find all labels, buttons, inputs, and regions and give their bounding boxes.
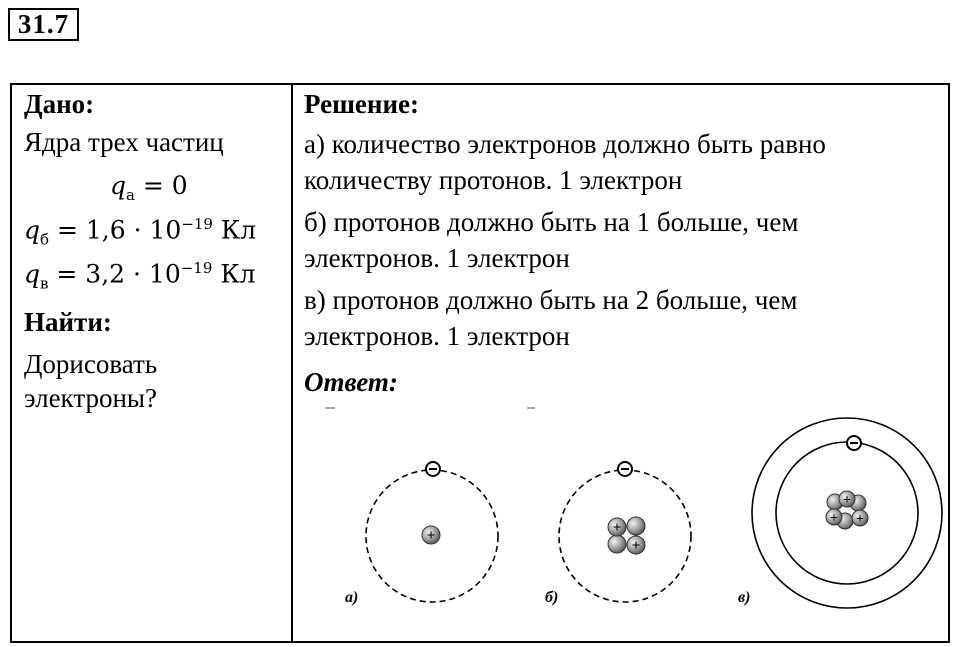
svg-text:+: + [843, 493, 851, 508]
find-heading: Найти: [24, 307, 112, 337]
solution-line: б) протонов должно быть на 1 больше, чем [304, 207, 799, 237]
column-divider [291, 85, 293, 641]
proton [852, 510, 868, 527]
svg-text:+: + [426, 528, 436, 544]
solution-line: количеству протонов. 1 электрон [304, 165, 683, 195]
electron-orbit [559, 470, 691, 602]
svg-text:+: + [612, 520, 622, 536]
solution-line: а) количество электронов должно быть равно [304, 129, 826, 159]
neutron [608, 535, 626, 553]
find-line: Дорисовать [24, 349, 158, 379]
atom-b [545, 462, 691, 606]
formula-q-b: $q_б = 1,6 \cdot 10^{-19}$ Кл [24, 215, 257, 249]
given-heading: Дано: [24, 89, 95, 119]
solution-line: электронов. 1 электрон [304, 243, 570, 273]
svg-text:+: + [830, 511, 838, 526]
label-a: а) [345, 589, 359, 606]
find-line: электроны? [24, 383, 158, 413]
atom-a [345, 462, 498, 606]
atom-diagram [302, 405, 947, 640]
proton [608, 518, 626, 536]
solution-table [10, 83, 950, 643]
solution-line: в) протонов должно быть на 2 больше, чем [304, 285, 798, 315]
electron [426, 462, 440, 476]
svg-text:+: + [631, 538, 641, 554]
atom-v [738, 418, 942, 608]
electron [847, 436, 861, 450]
label-v: в) [738, 589, 751, 606]
neutron [627, 517, 645, 535]
answer-heading: Ответ: [304, 367, 398, 397]
solution-line: электронов. 1 электрон [304, 321, 570, 351]
svg-text:+: + [856, 512, 864, 527]
given-line: Ядра трех частиц [24, 127, 224, 157]
formula-q-a: $q_а = 0$ [110, 171, 188, 204]
proton [422, 526, 440, 544]
label-b: б) [545, 589, 559, 606]
proton [627, 536, 645, 554]
solution-heading: Решение: [304, 89, 419, 119]
electron [618, 462, 632, 476]
problem-number: 31.7 [8, 8, 79, 41]
formula-q-v: $q_в = 3,2 \cdot 10^{-19}$ Кл [24, 259, 256, 293]
